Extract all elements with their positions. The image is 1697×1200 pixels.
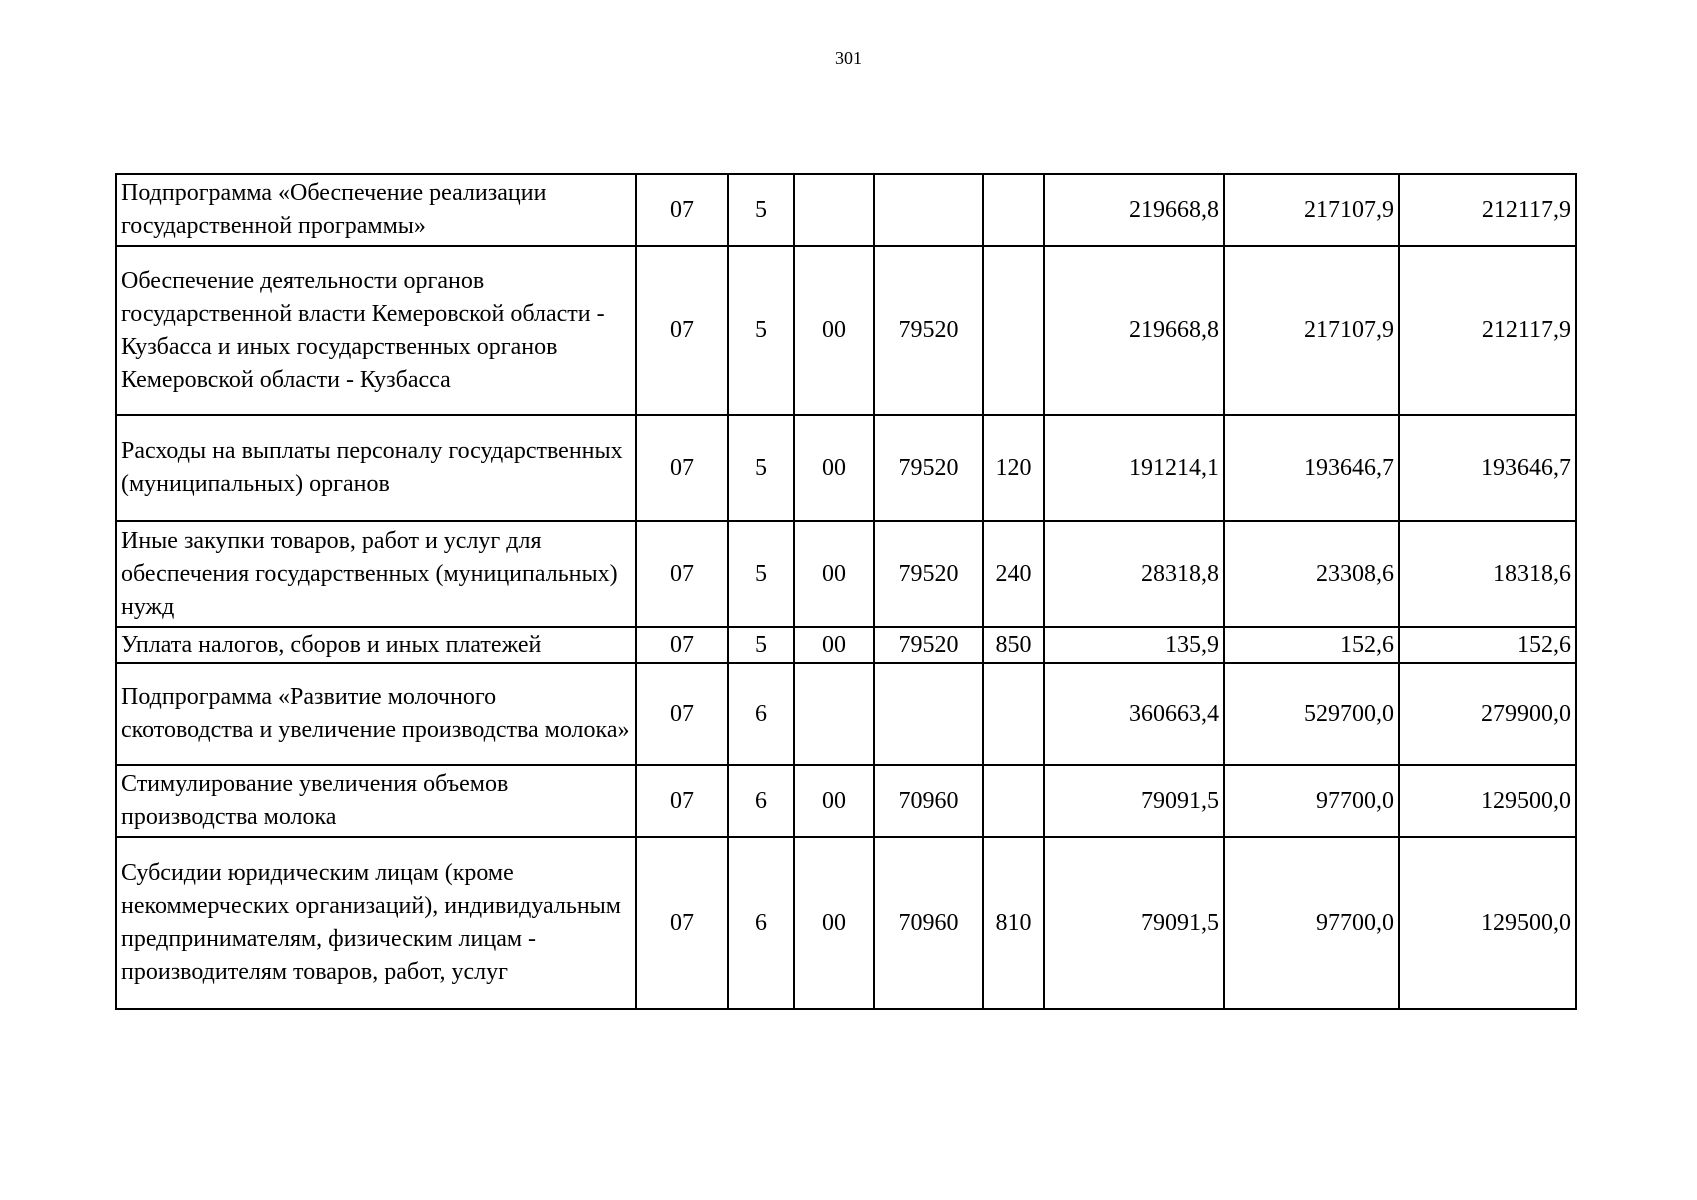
subprogram-code: 5 [728, 627, 794, 663]
section-code: 07 [636, 174, 728, 246]
row-name: Субсидии юридическим лицам (кроме некоммерческих организаций), индивидуальным предпринимателям, физическим лицам - производителям товаров, работ, услуг [116, 837, 636, 1009]
expense-type-code: 810 [983, 837, 1044, 1009]
direction-code: 70960 [874, 837, 983, 1009]
direction-code [874, 663, 983, 765]
amount-2: 23308,6 [1224, 521, 1399, 627]
direction-code: 70960 [874, 765, 983, 837]
event-code [794, 174, 874, 246]
amount-2: 152,6 [1224, 627, 1399, 663]
expense-type-code [983, 765, 1044, 837]
amount-3: 212117,9 [1399, 246, 1576, 415]
amount-3: 152,6 [1399, 627, 1576, 663]
row-name: Стимулирование увеличения объемов производства молока [116, 765, 636, 837]
amount-3: 193646,7 [1399, 415, 1576, 521]
budget-table [115, 173, 1577, 1010]
amount-2: 97700,0 [1224, 837, 1399, 1009]
event-code: 00 [794, 837, 874, 1009]
amount-1: 135,9 [1044, 627, 1224, 663]
event-code: 00 [794, 521, 874, 627]
direction-code [874, 174, 983, 246]
section-code: 07 [636, 415, 728, 521]
expense-type-code [983, 174, 1044, 246]
row-name: Уплата налогов, сборов и иных платежей [116, 627, 636, 663]
table-row [116, 174, 1576, 246]
amount-1: 219668,8 [1044, 174, 1224, 246]
direction-code: 79520 [874, 415, 983, 521]
amount-3: 18318,6 [1399, 521, 1576, 627]
expense-type-code: 850 [983, 627, 1044, 663]
expense-type-code: 120 [983, 415, 1044, 521]
amount-2: 193646,7 [1224, 415, 1399, 521]
row-name: Обеспечение деятельности органов государственной власти Кемеровской области - Кузбасса и иных государственных органов Кемеровской области - Кузбасса [116, 246, 636, 415]
row-name: Подпрограмма «Обеспечение реализации государственной программы» [116, 174, 636, 246]
table-row [116, 765, 1576, 837]
subprogram-code: 6 [728, 837, 794, 1009]
subprogram-code: 6 [728, 663, 794, 765]
amount-2: 217107,9 [1224, 174, 1399, 246]
event-code: 00 [794, 765, 874, 837]
amount-2: 97700,0 [1224, 765, 1399, 837]
event-code: 00 [794, 246, 874, 415]
expense-type-code [983, 246, 1044, 415]
event-code: 00 [794, 415, 874, 521]
direction-code: 79520 [874, 246, 983, 415]
table-row [116, 663, 1576, 765]
direction-code: 79520 [874, 521, 983, 627]
amount-3: 212117,9 [1399, 174, 1576, 246]
amount-1: 28318,8 [1044, 521, 1224, 627]
table-row [116, 627, 1576, 663]
subprogram-code: 5 [728, 174, 794, 246]
event-code: 00 [794, 627, 874, 663]
table-row [116, 246, 1576, 415]
section-code: 07 [636, 521, 728, 627]
page-number: 301 [835, 48, 862, 68]
direction-code: 79520 [874, 627, 983, 663]
section-code: 07 [636, 837, 728, 1009]
amount-2: 217107,9 [1224, 246, 1399, 415]
subprogram-code: 5 [728, 415, 794, 521]
table-row [116, 521, 1576, 627]
event-code [794, 663, 874, 765]
amount-3: 129500,0 [1399, 837, 1576, 1009]
amount-3: 279900,0 [1399, 663, 1576, 765]
table-row [116, 415, 1576, 521]
amount-2: 529700,0 [1224, 663, 1399, 765]
table-row [116, 837, 1576, 1009]
amount-1: 79091,5 [1044, 837, 1224, 1009]
expense-type-code: 240 [983, 521, 1044, 627]
expense-type-code [983, 663, 1044, 765]
subprogram-code: 5 [728, 521, 794, 627]
amount-1: 191214,1 [1044, 415, 1224, 521]
amount-1: 219668,8 [1044, 246, 1224, 415]
section-code: 07 [636, 663, 728, 765]
subprogram-code: 6 [728, 765, 794, 837]
row-name: Расходы на выплаты персоналу государственных (муниципальных) органов [116, 415, 636, 521]
row-name: Подпрограмма «Развитие молочного скотоводства и увеличение производства молока» [116, 663, 636, 765]
section-code: 07 [636, 246, 728, 415]
amount-1: 360663,4 [1044, 663, 1224, 765]
subprogram-code: 5 [728, 246, 794, 415]
section-code: 07 [636, 627, 728, 663]
amount-3: 129500,0 [1399, 765, 1576, 837]
row-name: Иные закупки товаров, работ и услуг для обеспечения государственных (муниципальных) нужд [116, 521, 636, 627]
amount-1: 79091,5 [1044, 765, 1224, 837]
section-code: 07 [636, 765, 728, 837]
